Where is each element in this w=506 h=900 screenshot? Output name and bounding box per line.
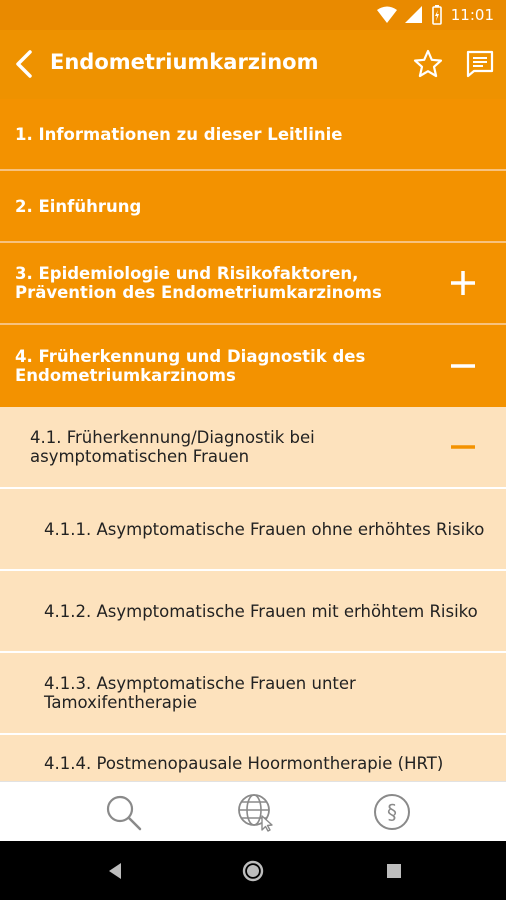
recents-square-icon[interactable] [382, 859, 406, 883]
notes-list-icon[interactable] [464, 48, 496, 80]
toc-subitem-4-1-4[interactable] [0, 735, 506, 781]
toc-subitem-4-1-1[interactable] [0, 489, 506, 569]
toc-subitem-4-1[interactable] [0, 407, 506, 487]
svg-text:§: § [387, 800, 397, 824]
toc-item-label: 4.1.3. Asymptomatische Frauen unter Tamoxifentherapie [44, 674, 356, 712]
toc-subitem-4-1-2[interactable] [0, 571, 506, 651]
minus-icon[interactable] [448, 432, 478, 462]
back-arrow-icon[interactable] [10, 48, 40, 80]
toc-subitem-4-1-3[interactable] [0, 653, 506, 733]
battery-charging-icon [431, 5, 443, 25]
system-navigation-bar [0, 841, 506, 900]
star-icon[interactable] [412, 48, 444, 80]
page-title: Endometriumkarzinom [50, 50, 319, 74]
toc-item-label: 4. Früherkennung und Diagnostik des Endometriumkarzinoms [15, 347, 366, 385]
status-icons [377, 5, 494, 25]
toc-item-label: 4.1.4. Postmenopausale Hoormontherapie (HRT) [44, 754, 444, 773]
globe-cursor-icon[interactable] [236, 792, 276, 832]
toc-item-label: 4.1. Früherkennung/Diagnostik bei asymptomatischen Frauen [30, 428, 315, 466]
toc-item-label: 4.1.1. Asymptomatische Frauen ohne erhöhtes Risiko [44, 519, 485, 539]
minus-icon[interactable] [448, 351, 478, 381]
status-bar [0, 0, 506, 30]
toc-item-label: 4.1.2. Asymptomatische Frauen mit erhöhtem Risiko [44, 601, 478, 621]
toc-list [0, 99, 506, 781]
toc-item-label: 1. Informationen zu dieser Leitlinie [15, 124, 343, 144]
toc-item-4[interactable] [0, 325, 506, 407]
toc-item-3[interactable] [0, 243, 506, 323]
signal-icon [405, 6, 423, 24]
paragraph-icon[interactable] [372, 792, 412, 832]
plus-icon[interactable] [448, 268, 478, 298]
home-circle-icon[interactable] [241, 859, 265, 883]
toc-item-label: 2. Einführung [15, 196, 142, 216]
toc-item-2[interactable] [0, 171, 506, 241]
search-icon[interactable] [103, 792, 143, 832]
bottom-toolbar [0, 781, 506, 841]
wifi-icon [377, 6, 397, 24]
toc-item-1[interactable] [0, 99, 506, 169]
back-triangle-icon[interactable] [103, 859, 127, 883]
toc-item-label: 3. Epidemiologie und Risikofaktoren, Prävention des Endometriumkarzinoms [15, 264, 382, 302]
app-bar [0, 30, 506, 99]
status-time: 11:01 [450, 6, 494, 24]
